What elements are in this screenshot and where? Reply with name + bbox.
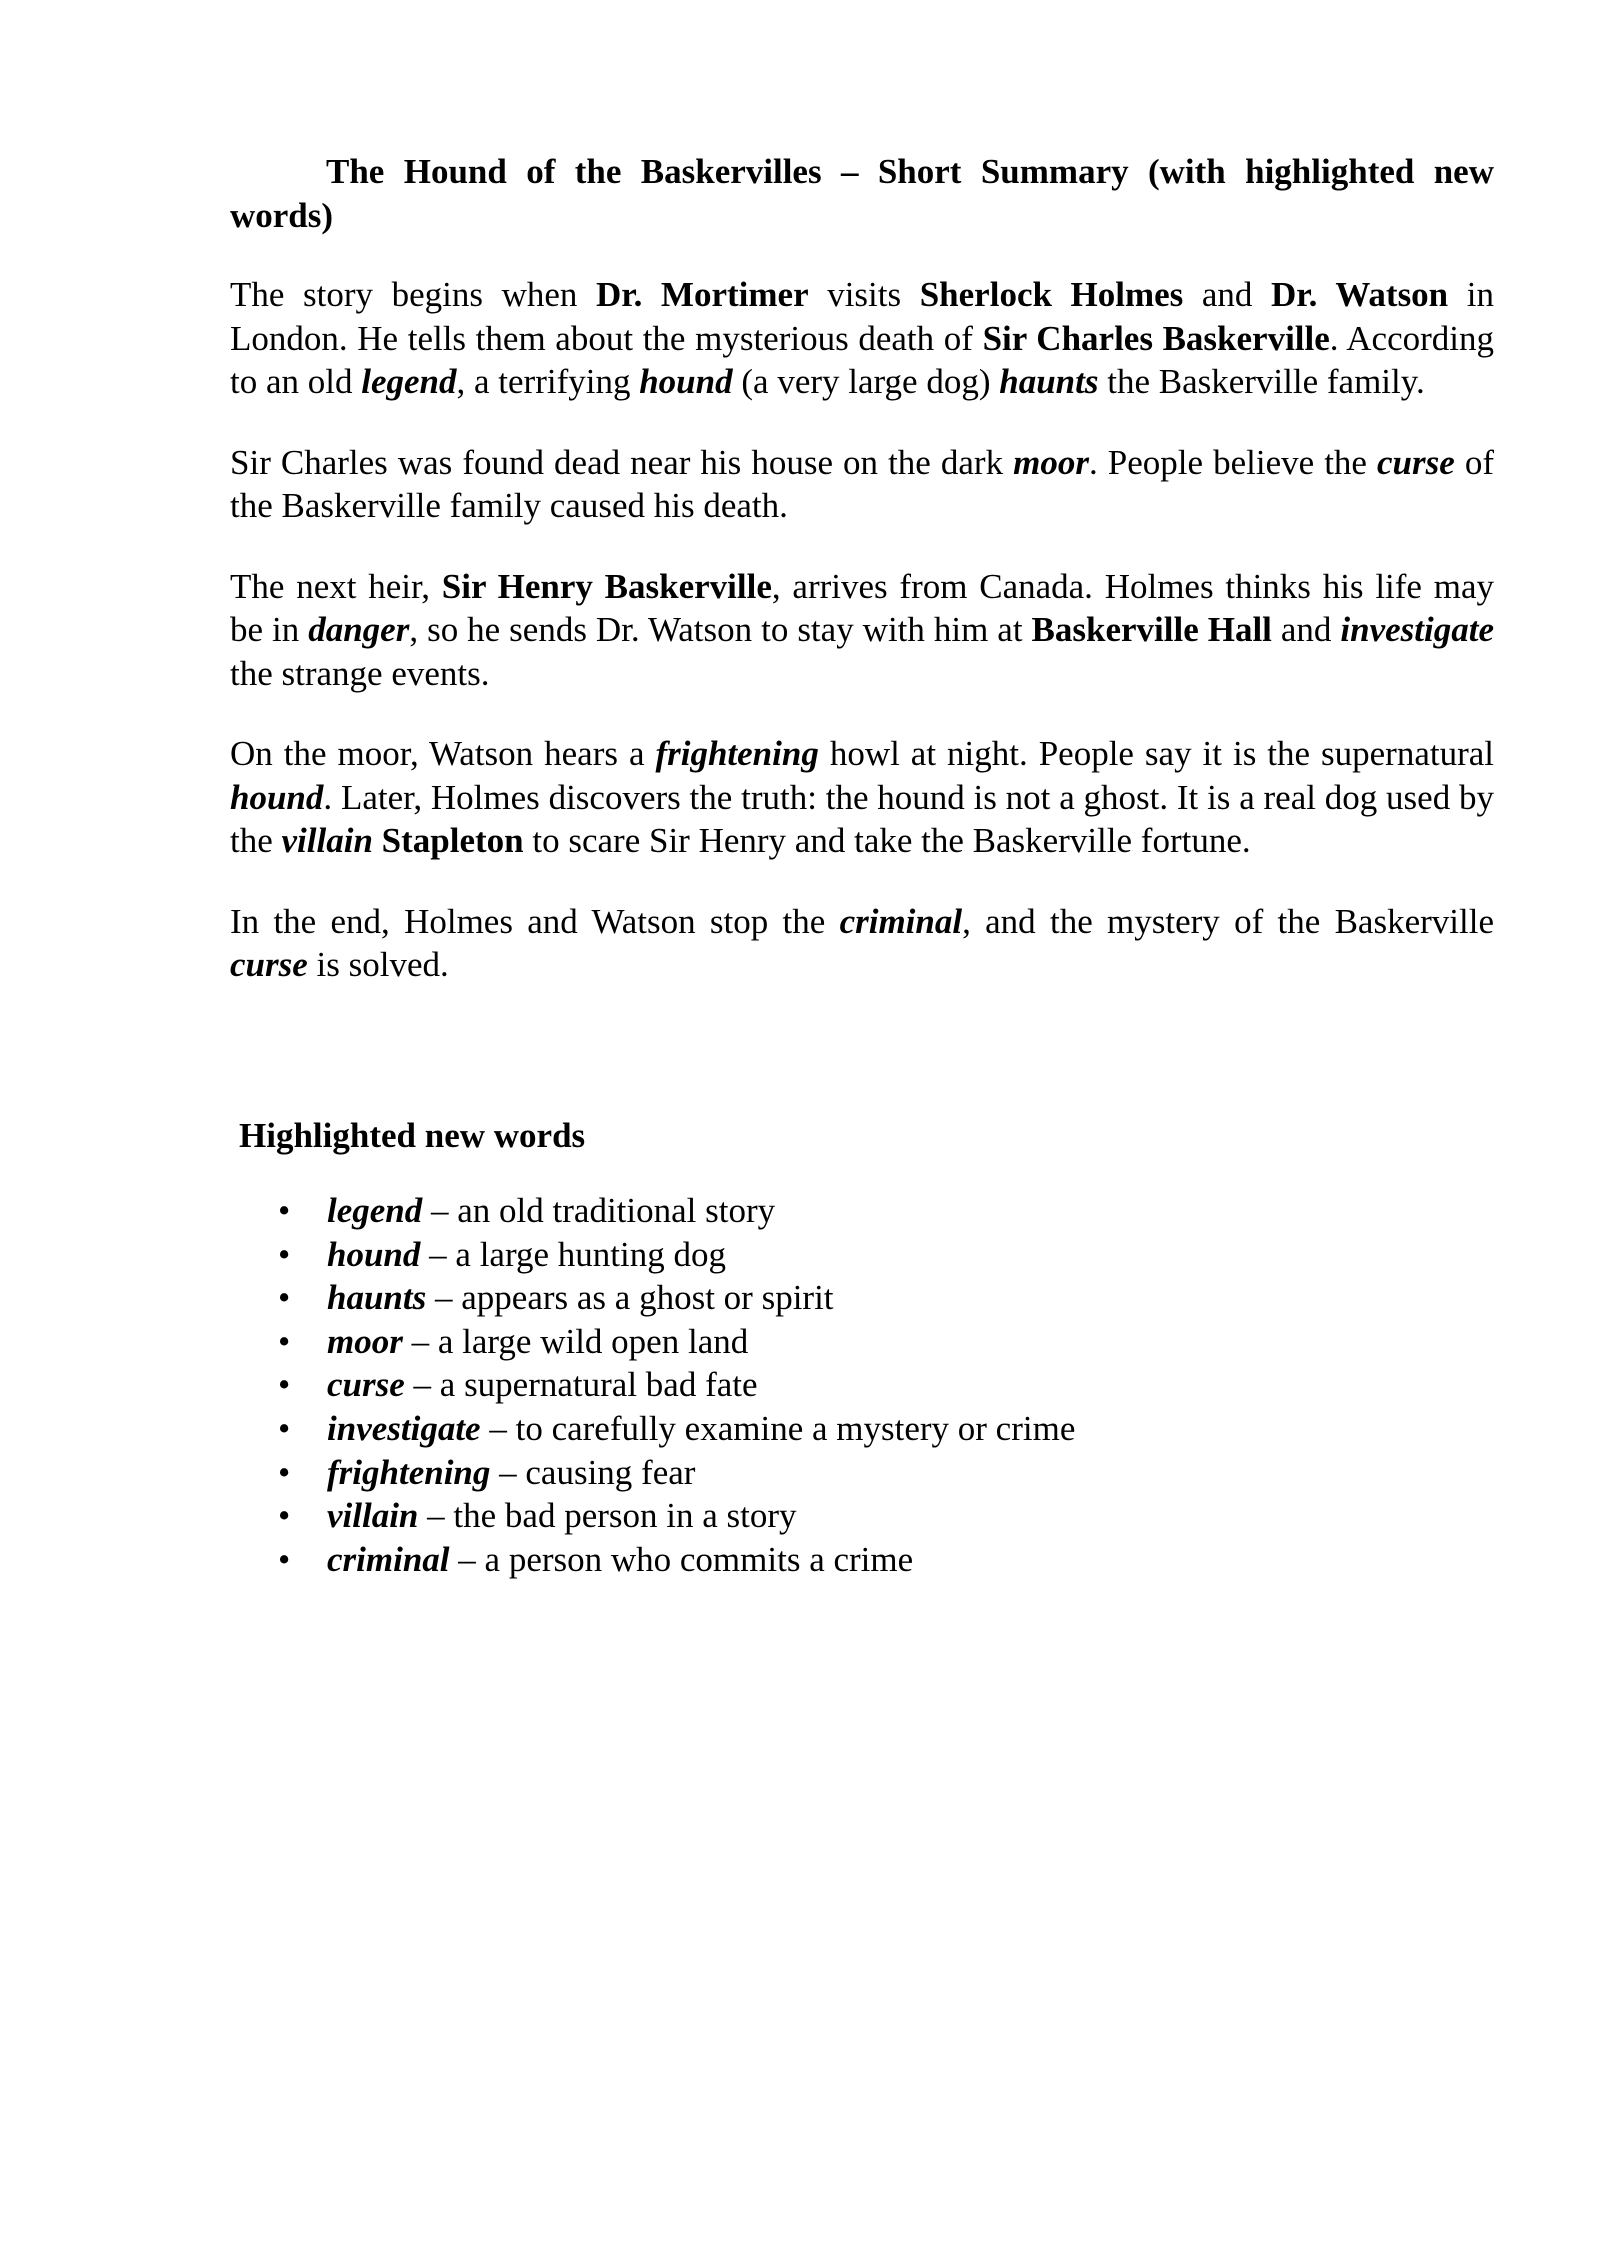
text-run: . People believe the [1088, 442, 1377, 482]
vocabulary-heading: Highlighted new words [239, 1115, 586, 1155]
text-run: In the end, Holmes and Watson stop the [230, 901, 840, 941]
text-run: (a very large dog) [732, 362, 1000, 401]
text-run: , a terrifying [456, 362, 640, 401]
summary-body [230, 273, 1494, 987]
vocabulary-definition: – the bad person in a story [418, 1496, 797, 1536]
vocabulary-word: hound [327, 1234, 421, 1274]
vocabulary-item [230, 1538, 1494, 1582]
vocabulary-word: moor [327, 1321, 403, 1361]
vocabulary-word: investigate [327, 1408, 481, 1448]
vocabulary-definition: – to carefully examine a mystery or crime [480, 1408, 1076, 1448]
vocabulary-definition: – an old traditional story [422, 1191, 776, 1230]
vocabulary-definition: – causing fear [490, 1452, 696, 1492]
text-run: in London. He tells them about the mysterious death of [230, 275, 1494, 358]
summary-paragraph [230, 273, 1494, 404]
bullet-icon: • [278, 1321, 291, 1361]
summary-paragraph [230, 565, 1494, 696]
bullet-icon: • [278, 1452, 291, 1492]
text-run: and [1183, 275, 1272, 314]
highlighted-word: hound [230, 777, 324, 817]
vocabulary-word: frightening [327, 1452, 491, 1492]
text-run: is solved. [307, 945, 449, 984]
vocabulary-definition: – appears as a ghost or spirit [426, 1278, 834, 1318]
proper-name: Stapleton [381, 821, 524, 860]
text-run: the strange events. [230, 653, 490, 693]
vocabulary-item [230, 1494, 1494, 1538]
vocabulary-word: criminal [327, 1539, 450, 1579]
summary-paragraph [230, 441, 1494, 528]
text-run: , arrives from Canada. Holmes thinks his life may be in [230, 566, 1495, 649]
text-run: visits [808, 275, 920, 314]
highlighted-word: haunts [999, 362, 1099, 401]
vocabulary-item [230, 1320, 1494, 1364]
highlighted-word: curse [230, 945, 308, 984]
vocabulary-item [230, 1407, 1494, 1451]
document-title: The Hound of the Baskervilles – Short Summary (with highlighted new words) [230, 152, 1494, 235]
bullet-icon: • [278, 1496, 291, 1536]
proper-name: Baskerville Hall [1031, 610, 1272, 649]
text-run: . According to an old [230, 318, 1494, 401]
highlighted-word: hound [639, 362, 733, 401]
vocabulary-item [230, 1233, 1494, 1277]
highlighted-word: criminal [839, 901, 963, 941]
bullet-icon: • [278, 1408, 291, 1448]
proper-name: Sir Henry Baskerville [441, 566, 772, 606]
document-content [230, 150, 1494, 1581]
text-run: , so he sends Dr. Watson to stay with him at [409, 610, 1032, 649]
text-run: . Later, Holmes discovers the truth: the hound is not a ghost. It is a real dog used by the [230, 777, 1494, 860]
vocabulary-item [230, 1451, 1494, 1495]
vocabulary-list [230, 1189, 1494, 1581]
highlighted-word: investigate [1340, 610, 1494, 649]
bullet-icon: • [278, 1539, 291, 1579]
proper-name: Sir Charles Baskerville [982, 318, 1330, 358]
text-run: and [1271, 610, 1341, 649]
text-run: of the Baskerville family caused his death. [230, 442, 1494, 525]
highlighted-word: frightening [655, 734, 819, 773]
text-run: The next heir, [230, 566, 442, 606]
highlighted-word: moor [1013, 442, 1089, 482]
vocabulary-definition: – a large hunting dog [420, 1234, 726, 1274]
summary-paragraph [230, 732, 1494, 863]
vocabulary-word: villain [327, 1496, 419, 1536]
text-run: to scare Sir Henry and take the Baskerville fortune. [523, 821, 1251, 860]
proper-name: Dr. Mortimer [595, 275, 809, 314]
vocabulary-word: legend [327, 1191, 423, 1230]
vocabulary-word: haunts [327, 1278, 427, 1318]
proper-name: Dr. Watson [1271, 275, 1449, 314]
vocabulary-definition: – a large wild open land [402, 1321, 749, 1361]
highlighted-word: danger [308, 610, 410, 649]
bullet-icon: • [278, 1191, 291, 1230]
highlighted-word: legend [361, 362, 457, 401]
text-run: , and the mystery of the Baskerville [962, 901, 1494, 941]
vocabulary-item [230, 1276, 1494, 1320]
proper-name: Sherlock Holmes [919, 275, 1184, 314]
bullet-icon: • [278, 1234, 291, 1274]
bullet-icon: • [278, 1278, 291, 1318]
highlighted-word: curse [1377, 442, 1455, 482]
text-run: On the moor, Watson hears a [230, 734, 656, 773]
text-run: Sir Charles was found dead near his house on the dark [230, 442, 1014, 482]
vocabulary-definition: – a supernatural bad fate [404, 1365, 758, 1405]
text-run: The story begins when [230, 275, 596, 314]
summary-paragraph [230, 900, 1494, 987]
text-run: howl at night. People say it is the supernatural [818, 734, 1494, 773]
vocabulary-definition: – a person who commits a crime [449, 1539, 914, 1579]
vocabulary-item [230, 1363, 1494, 1407]
vocabulary-word: curse [327, 1365, 405, 1405]
text-run [373, 821, 382, 860]
bullet-icon: • [278, 1365, 291, 1405]
vocabulary-item [230, 1189, 1494, 1233]
highlighted-word: villain [281, 821, 373, 860]
text-run: the Baskerville family. [1098, 362, 1425, 401]
